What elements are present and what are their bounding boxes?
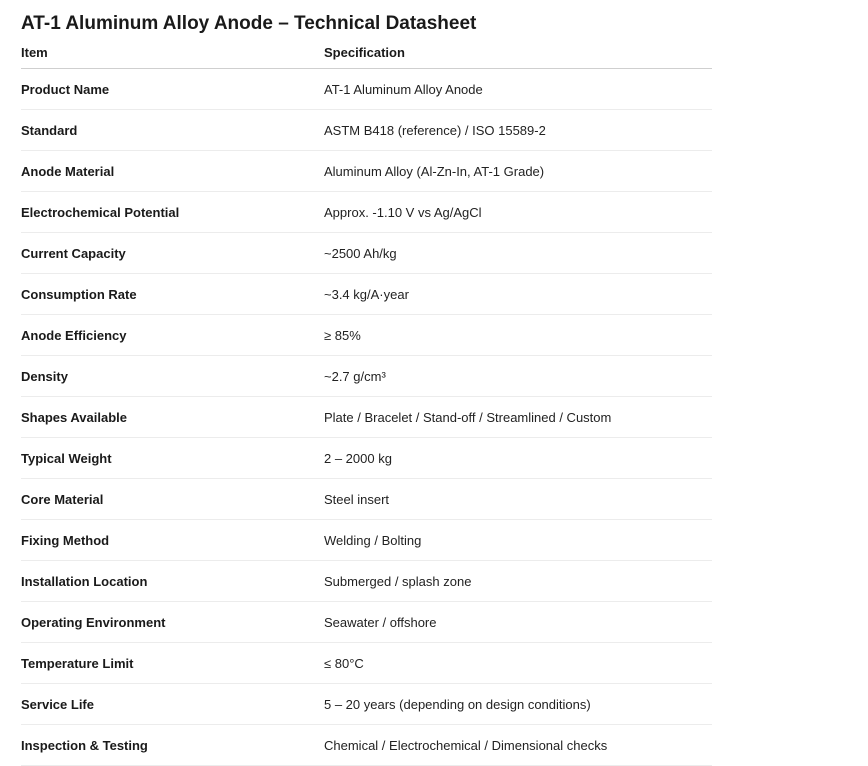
datasheet [21, 10, 712, 766]
row-spec-value: ~3.4 kg/A·year [324, 274, 712, 315]
row-spec-value: ~2500 Ah/kg [324, 233, 712, 274]
row-spec-value: Chemical / Electrochemical / Dimensional checks [324, 725, 712, 766]
table-row [21, 684, 712, 725]
row-item-label: Electrochemical Potential [21, 192, 324, 233]
row-item-label: Typical Weight [21, 438, 324, 479]
row-spec-value: 5 – 20 years (depending on design conditions) [324, 684, 712, 725]
row-item-label: Inspection & Testing [21, 725, 324, 766]
table-row [21, 151, 712, 192]
table-row [21, 520, 712, 561]
row-item-label: Shapes Available [21, 397, 324, 438]
row-spec-value: ~2.7 g/cm³ [324, 356, 712, 397]
row-item-label: Standard [21, 110, 324, 151]
row-spec-value: ASTM B418 (reference) / ISO 15589-2 [324, 110, 712, 151]
table-row [21, 643, 712, 684]
table-row [21, 602, 712, 643]
table-row [21, 561, 712, 602]
page-title: AT-1 Aluminum Alloy Anode – Technical Datasheet [21, 13, 477, 34]
row-item-label: Core Material [21, 479, 324, 520]
table-row [21, 397, 712, 438]
row-item-label: Consumption Rate [21, 274, 324, 315]
row-item-label: Current Capacity [21, 233, 324, 274]
table-row [21, 725, 712, 766]
row-item-label: Fixing Method [21, 520, 324, 561]
row-item-label: Anode Efficiency [21, 315, 324, 356]
row-spec-value: Submerged / splash zone [324, 561, 712, 602]
row-item-label: Installation Location [21, 561, 324, 602]
column-header-specification: Specification [324, 37, 712, 69]
row-item-label: Product Name [21, 69, 324, 110]
row-spec-value: Steel insert [324, 479, 712, 520]
table-row [21, 356, 712, 397]
spec-table [21, 37, 712, 766]
table-header-row [21, 37, 712, 69]
table-row [21, 274, 712, 315]
table-row [21, 479, 712, 520]
row-item-label: Temperature Limit [21, 643, 324, 684]
row-item-label: Density [21, 356, 324, 397]
row-item-label: Operating Environment [21, 602, 324, 643]
table-row [21, 233, 712, 274]
row-spec-value: Plate / Bracelet / Stand-off / Streamlined / Custom [324, 397, 712, 438]
table-row [21, 69, 712, 110]
row-spec-value: AT-1 Aluminum Alloy Anode [324, 69, 712, 110]
row-spec-value: ≥ 85% [324, 315, 712, 356]
table-row [21, 192, 712, 233]
row-spec-value: Welding / Bolting [324, 520, 712, 561]
row-item-label: Service Life [21, 684, 324, 725]
column-header-item: Item [21, 37, 324, 69]
table-row [21, 110, 712, 151]
row-spec-value: Seawater / offshore [324, 602, 712, 643]
table-row [21, 315, 712, 356]
row-spec-value: ≤ 80°C [324, 643, 712, 684]
table-row [21, 438, 712, 479]
row-item-label: Anode Material [21, 151, 324, 192]
row-spec-value: Approx. -1.10 V vs Ag/AgCl [324, 192, 712, 233]
row-spec-value: 2 – 2000 kg [324, 438, 712, 479]
row-spec-value: Aluminum Alloy (Al-Zn-In, AT-1 Grade) [324, 151, 712, 192]
